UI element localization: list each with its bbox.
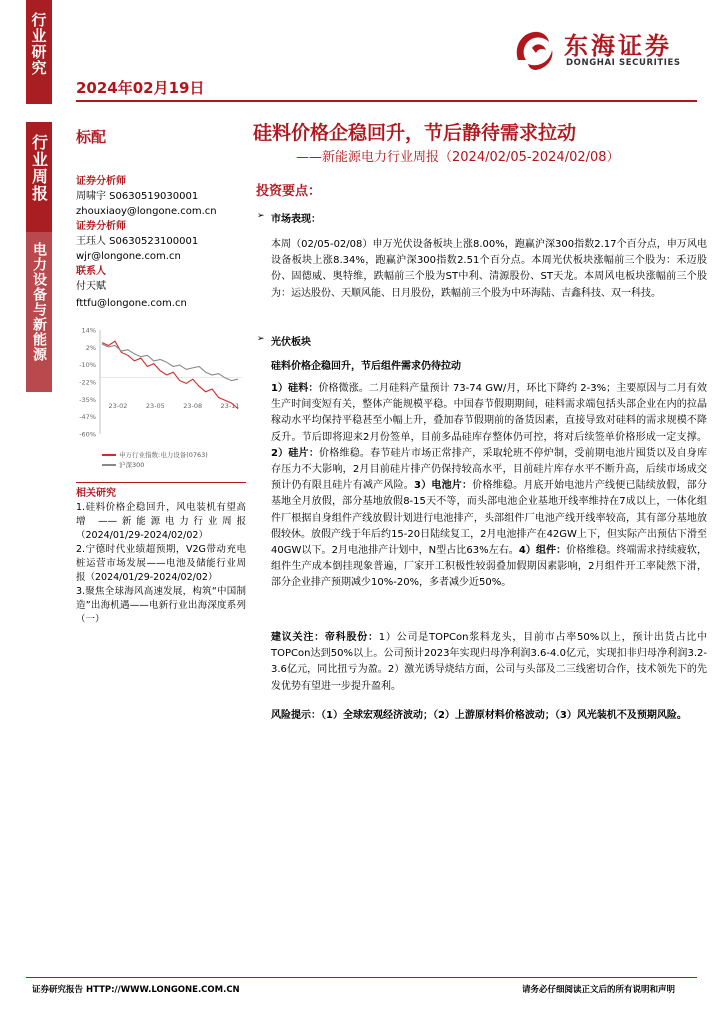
chart-y-tick: -60% — [79, 430, 96, 439]
legend-label-2: 沪深300 — [119, 461, 145, 469]
page-subtitle: ——新能源电力行业周报（2024/02/05-2024/02/08） — [296, 150, 620, 165]
bullet-icon: ➢ — [257, 211, 265, 221]
pv-module-text: 价格维稳。终端需求持续疲软，组件生产成本倒挂现象普遍，厂家开工积极性较弱叠加假期因素影响，2月组件开工率陡然下滑，部分企业排产预期减少10%-20%，多者减少近50%。 — [271, 545, 707, 589]
related-title: 相关研究 — [76, 488, 116, 499]
related-research — [76, 486, 246, 627]
related-item-3[interactable]: 3.聚焦全球海风高速发展，构筑“中国制造”出海机遇——电新行业出海深度系列（一） — [76, 586, 246, 625]
related-item-1[interactable]: 1.硅料价格企稳回升，风电装机有望高增 ——新能源电力行业周报（2024/01/29-2024/02/02） — [76, 502, 246, 541]
legend-item-2 — [102, 460, 208, 470]
rec-company: 帝科股份： — [324, 632, 379, 643]
risk-warning: 风险提示：（1）全球宏观经济波动；（2）上游原材料价格波动；（3）风光装机不及预期风险。 — [271, 710, 687, 721]
section-market-title: 市场表现： — [271, 214, 321, 225]
section-pv-title: 光伏板块 — [271, 337, 311, 348]
logo-en: DONGHAI SECURITIES — [566, 58, 681, 68]
pv-silicon-text: 价格微涨。二月硅料产量预计 73-74 GW/月，环比下降约 2-3%；主要原因与二月有效生产时间变短有关，整体产能规模平稳。中国春节假期期间，硅料需求端包括头部企业在内的拉晶稼动水平均保持平稳甚至小幅上升，叠加春节假期前的备货因素，直接导致对硅料的需求规模不降反升。节后即将迎来2月份签单，目前多晶硅库存整体仍可控，将对后续签单价格形成一定支撑。 — [271, 383, 707, 443]
chart-x-tick: 23-05 — [145, 401, 165, 410]
footer-left[interactable]: 证券研究报告 HTTP://WWW.LONGONE.COM.CN — [32, 985, 240, 995]
analyst-name-2: 王珏人 S0630523100001 — [76, 236, 199, 247]
rating: 标配 — [76, 128, 107, 146]
report-date: 2024年02月19日 — [76, 79, 205, 97]
page-title: 硅料价格企稳回升，节后静待需求拉动 — [253, 122, 577, 144]
analyst-label-2: 证券分析师 — [76, 221, 126, 232]
chart-y-tick: 14% — [81, 326, 96, 335]
analyst-email-2[interactable]: wjr@longone.com.cn — [76, 251, 181, 262]
tab-industry-research-label: 行业研究 — [29, 12, 48, 76]
logo-mark-icon — [508, 22, 560, 74]
related-rule — [76, 482, 246, 483]
chart-x-tick: 23-08 — [183, 401, 203, 410]
analyst-label-1: 证券分析师 — [76, 176, 126, 187]
tab-industry-weekly-label: 行业周报 — [29, 134, 49, 202]
analyst-block — [76, 174, 220, 311]
chart-series-line-2 — [102, 344, 238, 381]
pv-silicon-label: 1）硅料： — [271, 383, 319, 394]
index-chart — [70, 322, 248, 450]
tab-industry-weekly — [26, 122, 52, 242]
recommendation — [271, 630, 707, 695]
contact-email[interactable]: fttfu@longone.com.cn — [76, 298, 187, 309]
chart-x-tick: 23-11 — [220, 401, 240, 410]
pv-wafer-label: 2）硅片： — [271, 447, 320, 459]
pv-wafer-text: 价格维稳。春节硅片市场正常排产，采取轮班不停炉制，受前期电池片囤货以及自身库存压力不大影响，2月目前硅片排产仍保持较高水平，目前硅片库存水平不断升高，后续市场成交预计仍有限且硅片有减产风险。 — [271, 447, 708, 492]
contact-label: 联系人 — [76, 266, 106, 277]
footer-right: 请务必仔细阅读正文后的所有说明和声明 — [522, 985, 676, 995]
chart-y-tick: -22% — [79, 378, 96, 387]
pv-cell-label: 3）电池片： — [414, 480, 473, 492]
rec-text: 1）公司是TOPCon浆料龙头，目前市占率50%以上，预计出货占比中TOPCon达到50%以上。公司预计2023年实现归母净利润3.6-4.0亿元，实现扣非归母净利润3.2-3.6亿元，同比扭亏为盈。2）激光诱导烧结方面，公司与头部及二三线密切合作，技术领先下的先发优势有望进一步提升盈利。 — [271, 632, 708, 692]
bullet-icon: ➢ — [257, 334, 265, 344]
logo-cn: 东海证券 — [564, 31, 672, 60]
related-item-2[interactable]: 2.宁德时代业绩超预期，V2G带动充电桩运营市场发展——电池及储能行业周报（2024/01/29-2024/02/02） — [76, 544, 246, 583]
chart-y-tick: -35% — [79, 395, 96, 404]
contact-name: 付天赋 — [76, 281, 106, 292]
tab-sector-label: 电力设备与新能源 — [31, 242, 47, 362]
analyst-name-1: 周啸宇 S0630519030001 — [76, 191, 199, 202]
chart-y-tick: -10% — [79, 361, 96, 370]
key-points-heading: 投资要点： — [256, 184, 322, 199]
legend-item-1 — [102, 450, 208, 460]
pv-module-label: 4）组件： — [518, 545, 567, 557]
chart-legend — [102, 450, 208, 470]
chart-x-tick: 23-02 — [108, 401, 128, 410]
section-pv-heading: 硅料价格企稳回升，节后组件需求仍待拉动 — [271, 361, 461, 372]
header-rule — [76, 100, 697, 102]
chart-y-tick: 2% — [85, 343, 96, 352]
section-market-text: 本周（02/05-02/08）申万光伏设备板块上涨8.00%，跑赢沪深300指数2.17个百分点，申万风电设备板块上涨8.34%，跑赢沪深300指数2.51个百分点。本周光伏板块涨幅前三个股为：禾迈股份、固德威、奥特维，跌幅前三个股为ST中利、清源股份、ST天龙。本周风电板块涨幅前三个股为：运达股份、天顺风能、日月股份，跌幅前三个股为中环海陆、吉鑫科技、双一科技。 — [271, 239, 707, 299]
chart-y-tick: -47% — [79, 413, 96, 422]
logo — [508, 18, 708, 78]
section-pv-text — [271, 381, 707, 592]
pv-cell-text: 价格维稳。月底开始电池片产线便已陆续放假，部分基地全月放假，部分基地放假8-15天不等，而头部电池企业基地开线率维持在7成以上，一体化组件厂根据自身组件产线放假计划进行电池排产，头部组件厂电池产线开线率较高，其有部分基地放假较休。放假产线于年后约15-20日陆续复工，2月电池排产在42GW上下，但实际产出预估下滑至40GW以下。2月电池排产计划中，N型占比63%左右。 — [271, 480, 707, 557]
footer-rule — [26, 977, 697, 978]
analyst-email-1[interactable]: zhouxiaoy@longone.com.cn — [76, 206, 217, 217]
rec-label: 建议关注： — [271, 632, 325, 643]
legend-label-1: 申万行业指数:电力设备(0763) — [119, 451, 208, 459]
tab-industry-research — [26, 0, 52, 104]
tab-sector — [26, 232, 52, 392]
